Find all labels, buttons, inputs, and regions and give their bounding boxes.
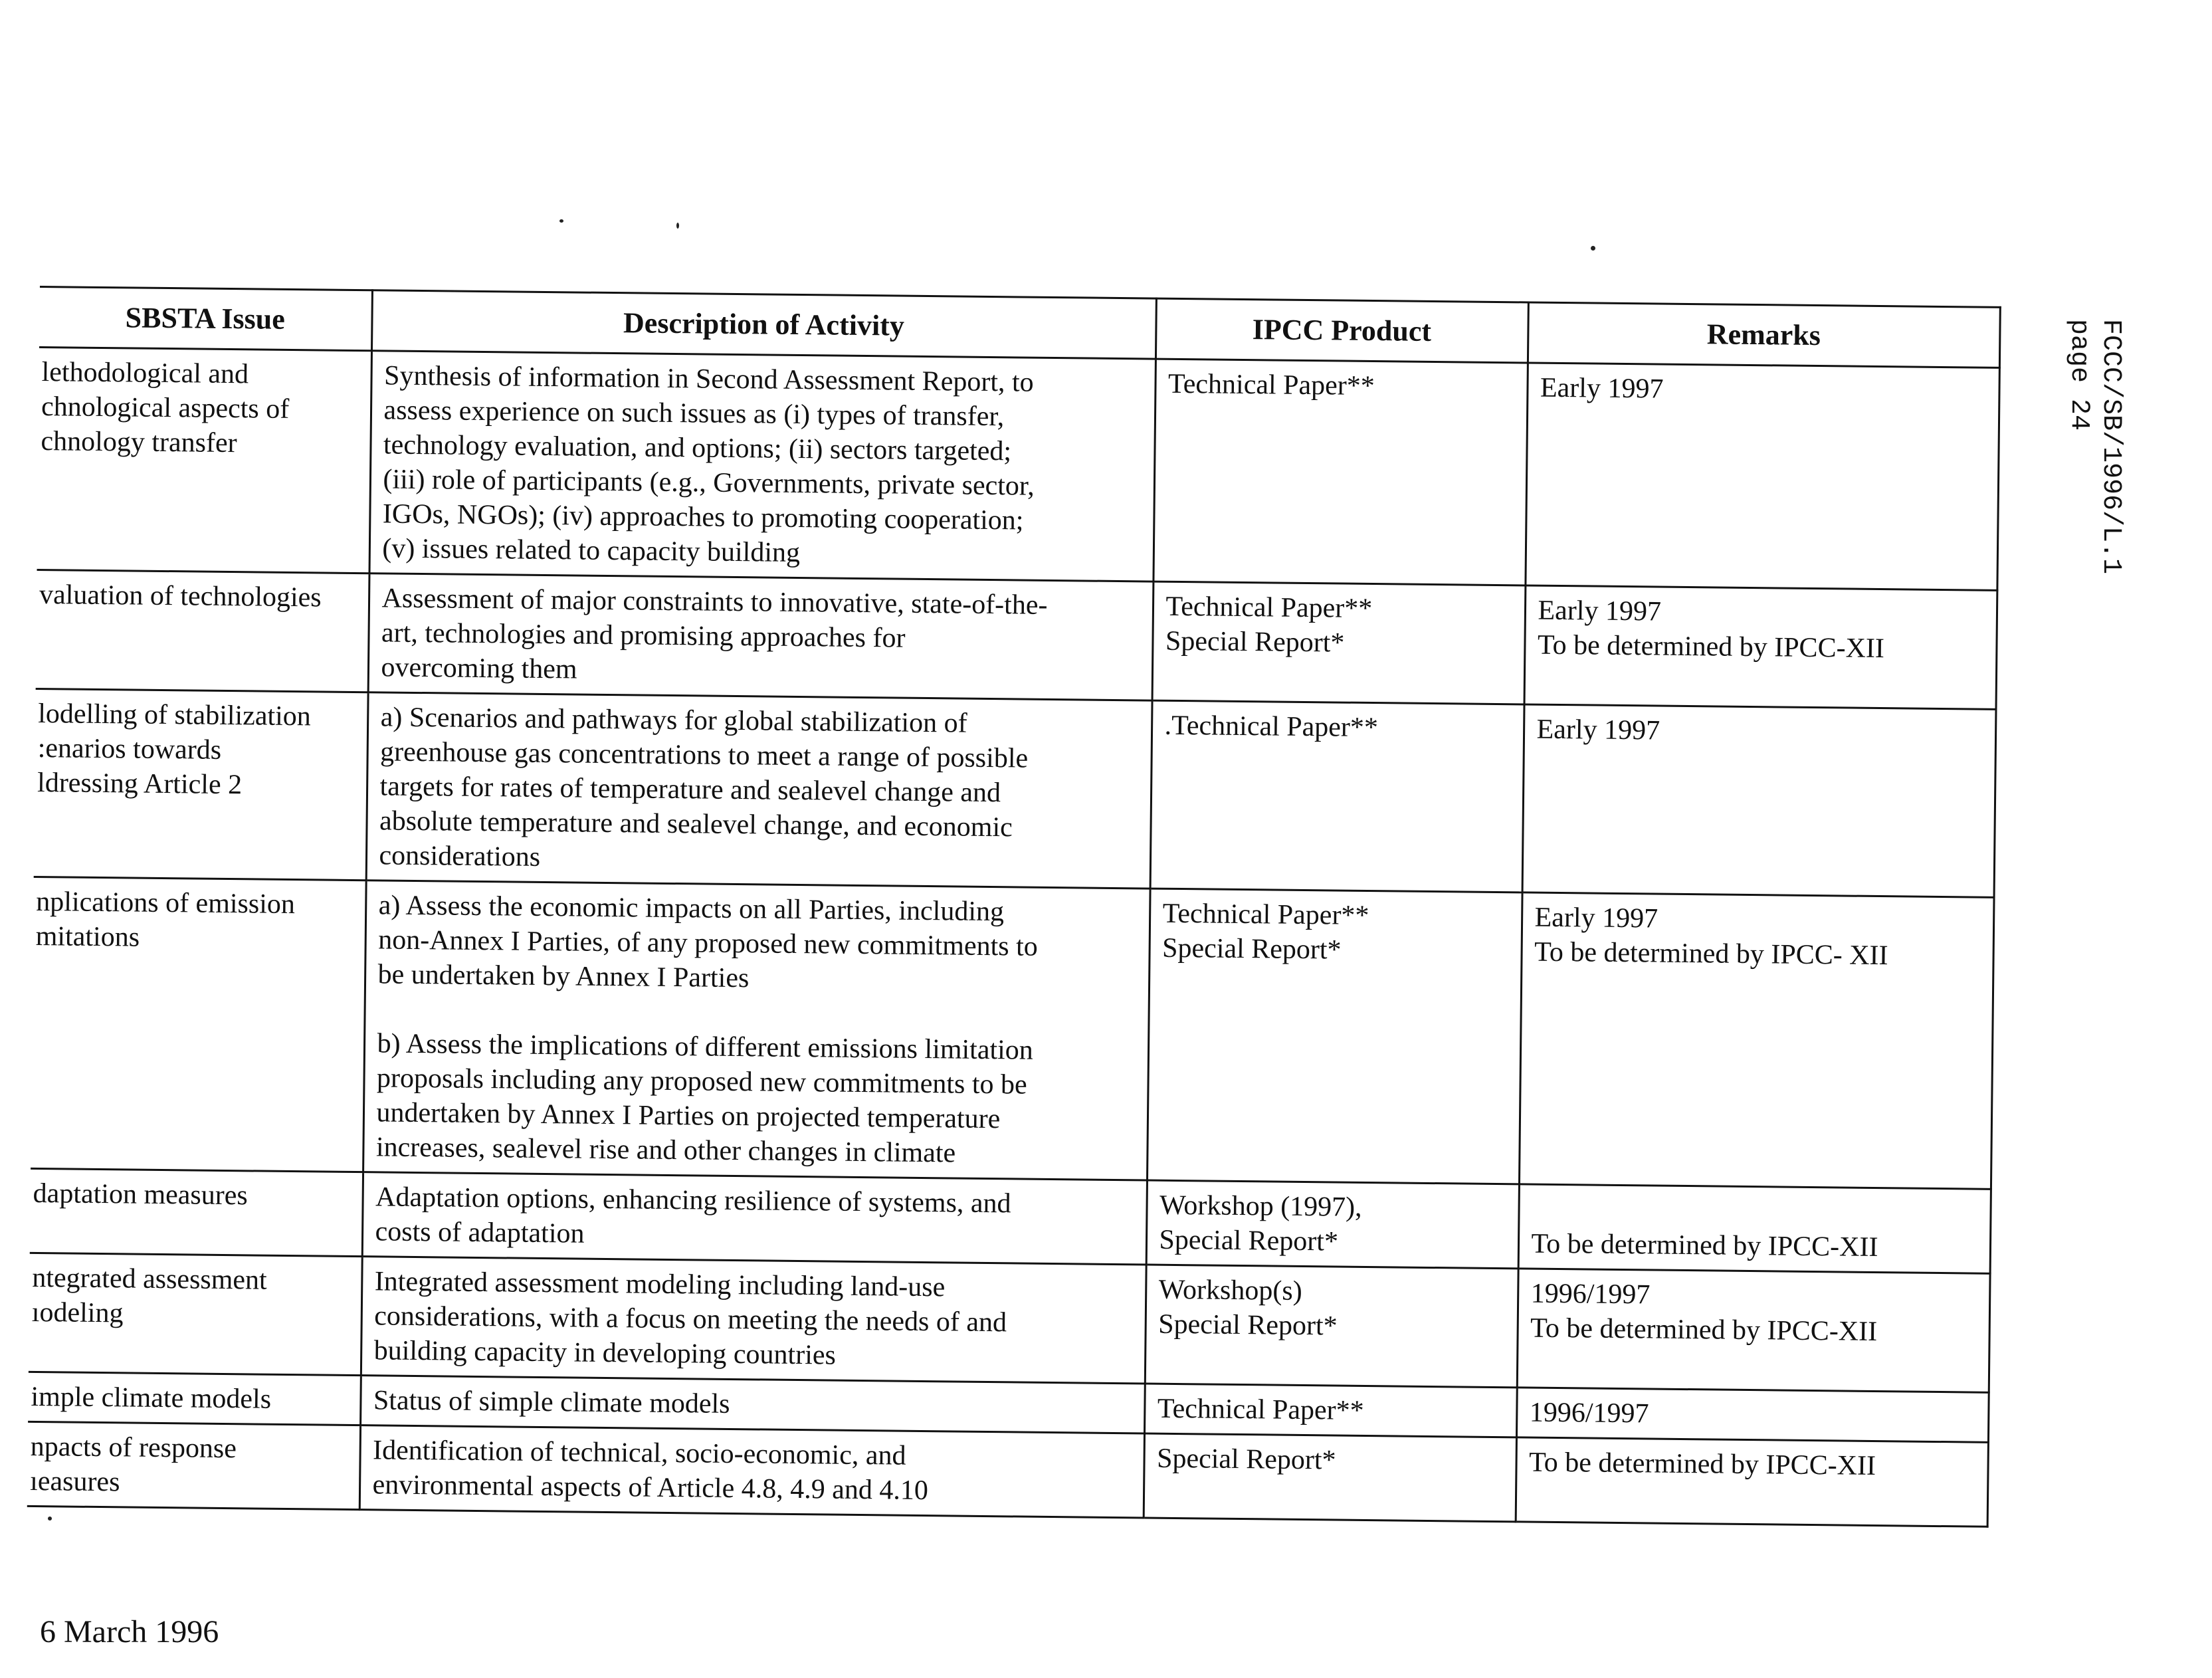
remarks-cell: Early 1997 To be determined by IPCC- XII	[1519, 892, 1994, 1189]
description-cell: Integrated assessment modeling including land-use considerations, with a focus on meeting the needs of and building capacity in developing countries	[361, 1257, 1146, 1384]
remarks-cell: To be determined by IPCC-XII	[1516, 1437, 1988, 1526]
document-code: FCCC/SB/1996/L.1	[2096, 319, 2126, 575]
scan-speck	[676, 223, 679, 229]
product-cell: Technical Paper** Special Report*	[1147, 889, 1522, 1184]
activities-table	[27, 286, 2001, 1528]
table-row	[36, 570, 1997, 709]
issue-cell: nplications of emission mitations	[31, 877, 366, 1172]
product-cell: .Technical Paper**	[1150, 700, 1524, 892]
remarks-cell: Early 1997	[1525, 363, 1999, 590]
issue-cell: imple climate models	[28, 1372, 361, 1425]
header-remarks: Remarks	[1528, 302, 2000, 367]
table-row	[31, 877, 1993, 1189]
table-row	[37, 347, 1999, 590]
remarks-cell: Early 1997	[1522, 704, 1996, 897]
scan-speck	[559, 219, 563, 223]
page-number: page 24	[2064, 319, 2094, 431]
product-cell: Workshop (1997), Special Report*	[1146, 1180, 1519, 1269]
remarks-cell: 1996/1997 To be determined by IPCC-XII	[1517, 1269, 1990, 1392]
product-cell: Workshop(s) Special Report*	[1145, 1265, 1518, 1388]
table-row	[29, 1253, 1990, 1392]
document-date: 6 March 1996	[40, 1614, 219, 1649]
product-cell: Special Report*	[1144, 1433, 1516, 1522]
table-row	[34, 688, 1996, 897]
issue-cell: ntegrated assessment ıodeling	[29, 1253, 362, 1375]
description-cell: Assessment of major constraints to innovative, state-of-the- art, technologies and promising approaches for overcoming them	[368, 574, 1154, 700]
description-cell: Synthesis of information in Second Assessment Report, to assess experience on such issues as (i) types of transfer, technology evaluation, and options; (ii) sectors targeted; (iii) role of participants (e.g., Governments, private sector, IGOs, NGOs); (iv) approaches to promoting cooperation; (v) issues related to capacity building	[369, 351, 1155, 581]
product-cell: Technical Paper** Special Report*	[1152, 581, 1526, 704]
issue-cell: npacts of response ıeasures	[27, 1421, 360, 1509]
remarks-cell: To be determined by IPCC-XII	[1518, 1184, 1991, 1273]
description-cell: a) Assess the economic impacts on all Parties, including non-Annex I Parties, of any proposed new commitments to be undertaken by Annex I Parties b) Assess the implications of different emissions limitation proposals including any proposed new commitments to be undertaken by Annex I Parties on projected temperature increases, sealevel rise and other changes in climate	[363, 881, 1150, 1180]
issue-cell: lethodological and chnological aspects of chnology transfer	[37, 347, 371, 573]
document-reference	[2013, 319, 2146, 665]
remarks-cell: Early 1997 To be determined by IPCC-XII	[1524, 585, 1997, 709]
description-cell: Identification of technical, socio-economic, and environmental aspects of Article 4.8, 4.9 and 4.10	[359, 1425, 1144, 1518]
description-cell: Status of simple climate models	[360, 1376, 1145, 1433]
description-cell: a) Scenarios and pathways for global stabilization of greenhouse gas concentrations to meet a range of possible targets for rates of temperature and sealevel change and absolute temperature and sealevel change, and economic considerations	[366, 692, 1152, 889]
issue-cell: lodelling of stabilization :enarios towards ldressing Article 2	[34, 688, 368, 880]
header-ipcc-product: IPCC Product	[1156, 298, 1528, 363]
issue-cell: daptation measures	[30, 1168, 363, 1256]
description-cell: Adaptation options, enhancing resilience of systems, and costs of adaptation	[362, 1172, 1147, 1265]
issue-cell: valuation of technologies	[36, 570, 369, 692]
remarks-cell: 1996/1997	[1516, 1388, 1989, 1442]
scan-speck	[48, 1517, 52, 1521]
header-description: Description of Activity	[371, 290, 1156, 359]
header-sbsta-issue: SBSTA Issue	[39, 286, 372, 350]
product-cell: Technical Paper**	[1153, 359, 1527, 585]
product-cell: Technical Paper**	[1144, 1384, 1517, 1437]
scan-speck	[1591, 246, 1595, 251]
